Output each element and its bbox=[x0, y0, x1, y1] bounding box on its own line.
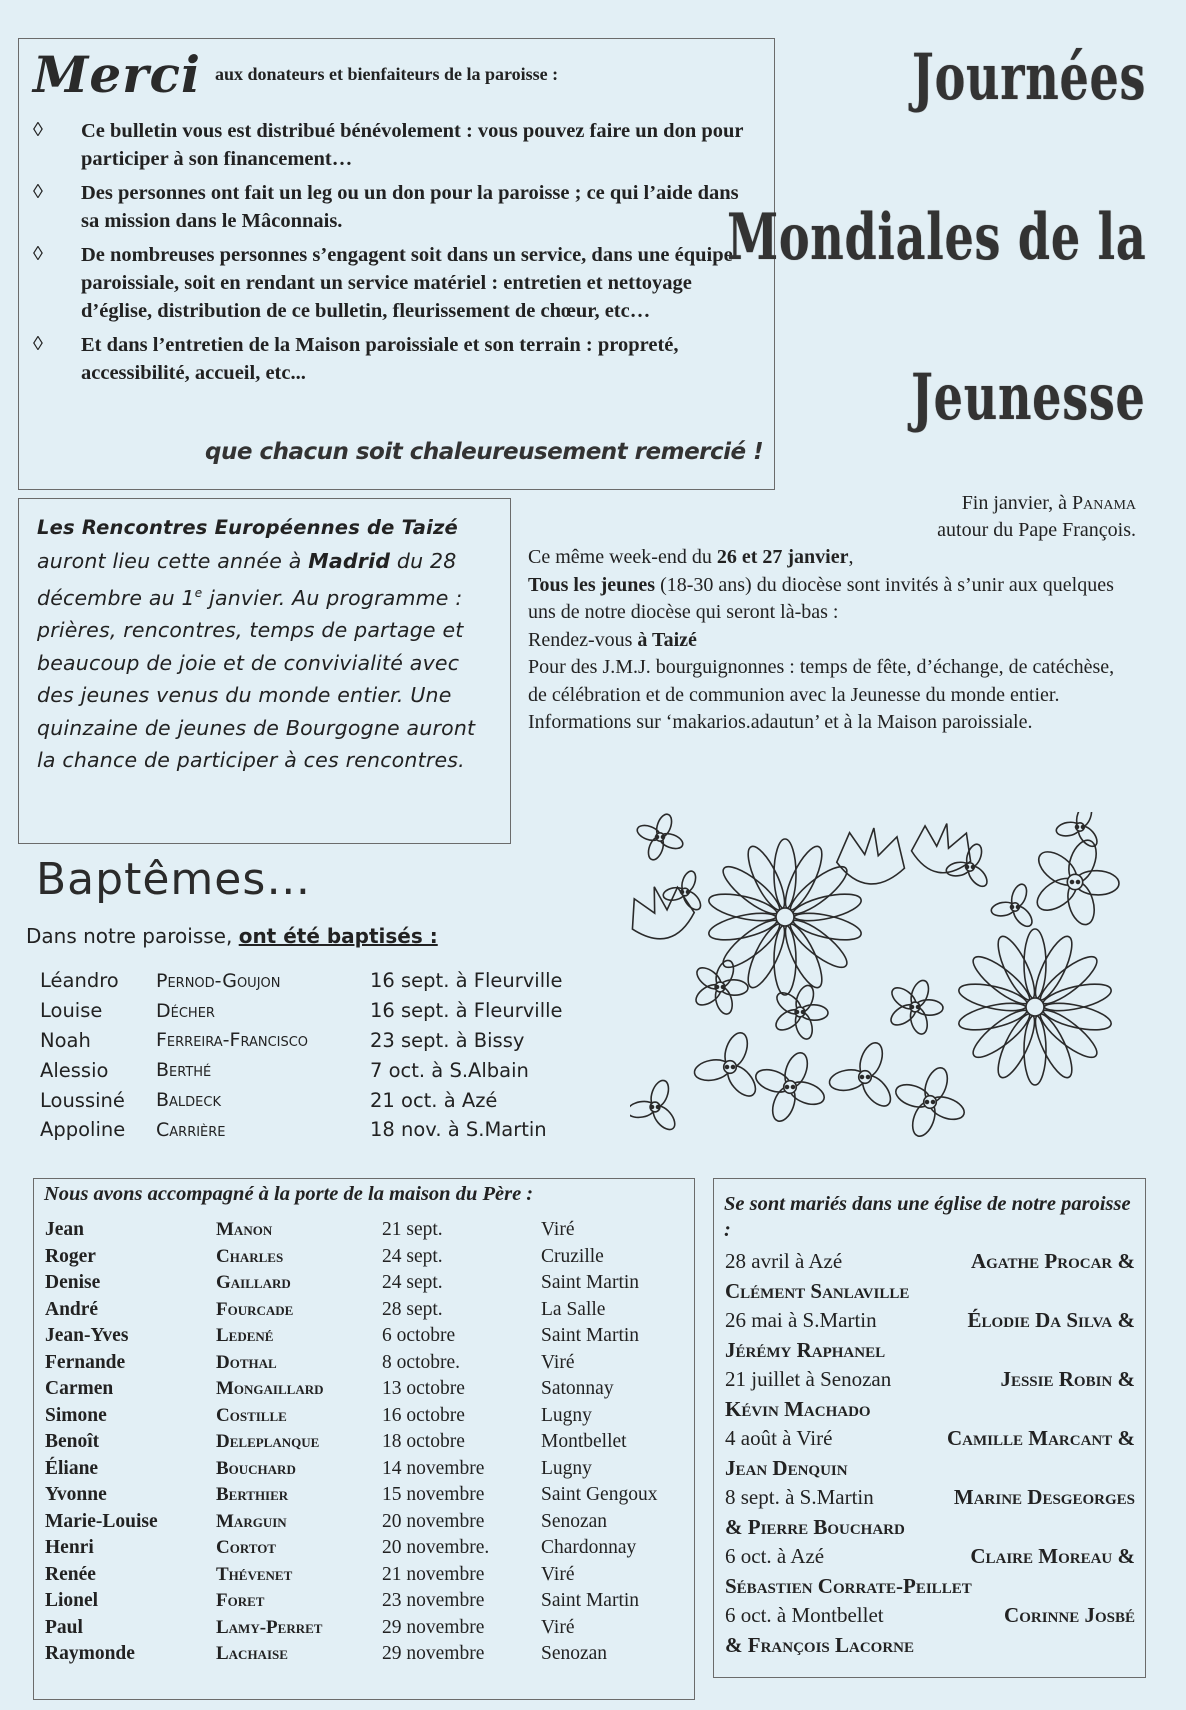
funeral-date: 29 novembre bbox=[382, 1616, 485, 1638]
deceased-first-name: Denise bbox=[45, 1272, 101, 1294]
deceased-first-name: Lionel bbox=[45, 1590, 99, 1612]
marriage-names: Jean Denquin bbox=[725, 1455, 848, 1480]
table-row bbox=[40, 1026, 563, 1056]
funeral-date: 21 novembre bbox=[382, 1563, 485, 1585]
funeral-place: La Salle bbox=[541, 1298, 606, 1320]
diamond-bullet-icon: ◊ bbox=[33, 181, 43, 203]
baptemes-title: Baptêmes… bbox=[36, 854, 312, 905]
bapteme-date-place: 18 nov. à S.Martin bbox=[370, 1118, 547, 1142]
deces-box bbox=[33, 1178, 695, 1700]
funeral-date: 24 sept. bbox=[382, 1272, 443, 1294]
funeral-date: 18 octobre bbox=[382, 1431, 465, 1453]
funeral-place: Senozan bbox=[541, 1510, 608, 1532]
table-row bbox=[40, 1085, 563, 1115]
marriage-line bbox=[725, 1306, 1135, 1336]
deceased-first-name: Jean-Yves bbox=[45, 1325, 129, 1347]
table-row bbox=[45, 1482, 657, 1509]
deceased-last-name: Cortot bbox=[216, 1537, 276, 1559]
bapteme-last-name: Carrière bbox=[156, 1118, 226, 1141]
bapteme-last-name: Berthé bbox=[156, 1059, 212, 1082]
table-row bbox=[40, 1115, 563, 1145]
taize-text: Les Rencontres Européennes de Taizé auront lieu cette année à Madrid du 28 décembre au 1e janvier. Au programme : prières, rencontres, temps de partage et beaucoup de joie et de convivialité avec des jeunes venus du monde entier. Une quinzaine de jeunes de Bourgogne auront la chance de participer à ces rencontres. bbox=[37, 516, 476, 773]
table-row bbox=[45, 1270, 657, 1297]
funeral-date: 28 sept. bbox=[382, 1298, 443, 1320]
merci-heading bbox=[33, 45, 558, 104]
deces-table bbox=[45, 1217, 657, 1668]
deceased-last-name: Fourcade bbox=[216, 1298, 294, 1320]
marriage-names: & Pierre Bouchard bbox=[725, 1514, 905, 1539]
flower-drawing-icon bbox=[630, 812, 1135, 1147]
marriage-names: Corinne Josbé bbox=[1004, 1603, 1135, 1627]
funeral-date: 24 sept. bbox=[382, 1245, 443, 1267]
marriage-line bbox=[725, 1247, 1135, 1277]
bapteme-first-name: Alessio bbox=[40, 1058, 109, 1082]
deceased-last-name: Mongaillard bbox=[216, 1378, 324, 1400]
deceased-last-name: Berthier bbox=[216, 1484, 289, 1506]
deceased-first-name: Roger bbox=[45, 1245, 96, 1267]
table-row bbox=[40, 966, 563, 996]
deceased-first-name: Benoît bbox=[45, 1431, 100, 1453]
bapteme-date-place: 21 oct. à Azé bbox=[370, 1088, 498, 1112]
funeral-place: Viré bbox=[541, 1219, 575, 1241]
jmj-title-line-2: Mondiales de la bbox=[726, 200, 1146, 275]
funeral-place: Viré bbox=[541, 1351, 575, 1373]
diamond-bullet-icon: ◊ bbox=[33, 119, 43, 141]
list-item: ◊ Ce bulletin vous est distribué bénévolement : vous pouvez faire un don pour participer à son financement… bbox=[31, 117, 761, 173]
funeral-place: Lugny bbox=[541, 1457, 592, 1479]
table-row bbox=[45, 1615, 657, 1642]
bapteme-first-name: Louise bbox=[40, 999, 103, 1023]
bapteme-first-name: Léandro bbox=[40, 969, 119, 993]
list-item bbox=[725, 1542, 1135, 1601]
marriage-names: Sébastien Corrate-Peillet bbox=[725, 1573, 972, 1598]
jmj-paragraph: Informations sur ‘makarios.adautun’ et à la Maison paroissiale. bbox=[528, 711, 1033, 733]
deceased-last-name: Thévenet bbox=[216, 1563, 293, 1585]
funeral-place: Saint Martin bbox=[541, 1590, 640, 1612]
deceased-first-name: Simone bbox=[45, 1404, 107, 1426]
funeral-place: Saint Gengoux bbox=[541, 1484, 658, 1506]
merci-subtitle: aux donateurs et bienfaiteurs de la paroisse : bbox=[214, 64, 559, 84]
list-item bbox=[725, 1247, 1135, 1306]
deceased-first-name: Renée bbox=[45, 1563, 96, 1585]
marriage-names: Jérémy Raphanel bbox=[725, 1337, 886, 1362]
bapteme-last-name: Baldeck bbox=[156, 1089, 221, 1112]
marriage-names: Kévin Machado bbox=[725, 1396, 871, 1421]
deceased-last-name: Marguin bbox=[216, 1510, 287, 1532]
merci-list bbox=[31, 117, 761, 393]
taize-title: Les Rencontres Européennes de Taizé bbox=[37, 516, 458, 539]
deceased-first-name: Carmen bbox=[45, 1378, 114, 1400]
deceased-last-name: Bouchard bbox=[216, 1457, 296, 1479]
funeral-place: Cruzille bbox=[541, 1245, 604, 1267]
jmj-location: Fin janvier, à Panama autour du Pape François. bbox=[937, 492, 1136, 541]
merci-title: Merci bbox=[33, 45, 201, 104]
deceased-last-name: Foret bbox=[216, 1590, 265, 1612]
list-item bbox=[725, 1306, 1135, 1365]
funeral-date: 15 novembre bbox=[382, 1484, 485, 1506]
list-item: ◊ Des personnes ont fait un leg ou un don pour la paroisse ; ce qui l’aide dans sa mission dans le Mâconnais. bbox=[31, 179, 761, 235]
jmj-paragraph: Rendez-vous à Taizé bbox=[528, 628, 697, 651]
marriage-date: 6 oct. à Montbellet bbox=[725, 1603, 884, 1627]
marriage-date: 26 mai à S.Martin bbox=[725, 1308, 877, 1332]
baptemes-table bbox=[40, 966, 563, 1145]
marriage-line bbox=[725, 1483, 1135, 1513]
bapteme-last-name: Ferreira-Francisco bbox=[156, 1029, 309, 1052]
jmj-body bbox=[528, 544, 1128, 737]
diamond-bullet-icon: ◊ bbox=[33, 333, 43, 355]
list-item bbox=[725, 1424, 1135, 1483]
baptemes-intro: Dans notre paroisse, ont été baptisés : bbox=[26, 924, 438, 948]
deceased-last-name: Lachaise bbox=[216, 1643, 288, 1665]
deceased-first-name: Marie-Louise bbox=[45, 1510, 158, 1532]
bapteme-first-name: Loussiné bbox=[40, 1088, 125, 1112]
marriage-line bbox=[725, 1424, 1135, 1454]
table-row bbox=[45, 1217, 657, 1244]
marriage-date: 8 sept. à S.Martin bbox=[725, 1485, 874, 1509]
marriage-names: Jessie Robin & bbox=[1000, 1367, 1135, 1391]
deceased-first-name: Henri bbox=[45, 1537, 94, 1559]
table-row bbox=[45, 1562, 657, 1589]
funeral-place: Montbellet bbox=[541, 1431, 627, 1453]
deceased-last-name: Ledené bbox=[216, 1325, 274, 1347]
jmj-title-line-3: Jeunesse bbox=[911, 360, 1146, 435]
deceased-first-name: Éliane bbox=[45, 1457, 99, 1479]
table-row bbox=[45, 1429, 657, 1456]
table-row bbox=[45, 1535, 657, 1562]
marriage-date: 21 juillet à Senozan bbox=[725, 1367, 892, 1391]
deces-title: Nous avons accompagné à la porte de la maison du Père : bbox=[44, 1183, 534, 1205]
jmj-paragraph: Ce même week-end du 26 et 27 janvier, bbox=[528, 546, 854, 568]
deceased-last-name: Lamy-Perret bbox=[216, 1616, 323, 1638]
marriage-date: 6 oct. à Azé bbox=[725, 1544, 825, 1568]
list-item bbox=[725, 1483, 1135, 1542]
table-row bbox=[45, 1588, 657, 1615]
mariages-box bbox=[713, 1178, 1146, 1678]
table-row bbox=[45, 1509, 657, 1536]
bapteme-first-name: Appoline bbox=[40, 1118, 126, 1142]
bapteme-last-name: Pernod-Goujon bbox=[156, 969, 281, 992]
funeral-date: 20 novembre. bbox=[382, 1537, 490, 1559]
marriage-names: & François Lacorne bbox=[725, 1632, 915, 1657]
table-row bbox=[45, 1323, 657, 1350]
deceased-first-name: Paul bbox=[45, 1616, 83, 1638]
table-row bbox=[45, 1244, 657, 1271]
table-row bbox=[40, 996, 563, 1026]
deceased-first-name: André bbox=[45, 1298, 99, 1320]
bapteme-last-name: Décher bbox=[156, 999, 215, 1022]
diamond-bullet-icon: ◊ bbox=[33, 243, 43, 265]
deceased-last-name: Dothal bbox=[216, 1351, 277, 1373]
table-row bbox=[45, 1350, 657, 1377]
marriage-line bbox=[725, 1601, 1135, 1631]
table-row bbox=[45, 1297, 657, 1324]
marriage-names: Agathe Procar & bbox=[970, 1249, 1135, 1273]
funeral-place: Senozan bbox=[541, 1643, 608, 1665]
bapteme-date-place: 16 sept. à Fleurville bbox=[370, 999, 563, 1023]
deceased-last-name: Manon bbox=[216, 1219, 273, 1241]
marriage-names: Élodie Da Silva & bbox=[967, 1308, 1135, 1332]
marriage-date: 4 août à Viré bbox=[725, 1426, 833, 1450]
deceased-first-name: Yvonne bbox=[45, 1484, 107, 1506]
merci-box bbox=[18, 38, 775, 490]
table-row bbox=[45, 1456, 657, 1483]
funeral-date: 13 octobre bbox=[382, 1378, 465, 1400]
funeral-date: 20 novembre bbox=[382, 1510, 485, 1532]
list-item bbox=[725, 1601, 1135, 1660]
deceased-first-name: Fernande bbox=[45, 1351, 126, 1373]
deceased-first-name: Jean bbox=[45, 1219, 84, 1241]
deceased-last-name: Costille bbox=[216, 1404, 287, 1426]
bapteme-first-name: Noah bbox=[40, 1028, 91, 1052]
marriage-date: 28 avril à Azé bbox=[725, 1249, 843, 1273]
table-row bbox=[45, 1641, 657, 1668]
funeral-date: 16 octobre bbox=[382, 1404, 465, 1426]
marriage-names: Marine Desgeorges bbox=[953, 1485, 1135, 1509]
deceased-first-name: Raymonde bbox=[45, 1643, 135, 1665]
bapteme-date-place: 16 sept. à Fleurville bbox=[370, 969, 563, 993]
taize-box bbox=[18, 498, 511, 844]
list-item bbox=[725, 1365, 1135, 1424]
funeral-date: 29 novembre bbox=[382, 1643, 485, 1665]
merci-thanks: que chacun soit chaleureusement remercié ! bbox=[205, 439, 764, 465]
funeral-place: Satonnay bbox=[541, 1378, 614, 1400]
funeral-place: Saint Martin bbox=[541, 1325, 640, 1347]
jmj-paragraph: Tous les jeunes (18-30 ans) du diocèse sont invités à s’unir aux quelques uns de notre diocèse qui seront là-bas : bbox=[528, 573, 1114, 623]
funeral-date: 6 octobre bbox=[382, 1325, 456, 1347]
deceased-last-name: Charles bbox=[216, 1245, 284, 1267]
list-item: ◊ De nombreuses personnes s’engagent soit dans un service, dans une équipe paroissiale, soit en rendant un service matériel : entretien et nettoyage d’église, distribution de ce bulletin, fleurissement de chœur, etc… bbox=[31, 241, 761, 325]
funeral-place: Saint Martin bbox=[541, 1272, 640, 1294]
marriage-line bbox=[725, 1365, 1135, 1395]
funeral-place: Lugny bbox=[541, 1404, 592, 1426]
funeral-date: 23 novembre bbox=[382, 1590, 485, 1612]
marriage-names: Claire Moreau & bbox=[970, 1544, 1135, 1568]
marriage-line bbox=[725, 1542, 1135, 1572]
bapteme-date-place: 23 sept. à Bissy bbox=[370, 1028, 525, 1052]
list-item: ◊ Et dans l’entretien de la Maison paroissiale et son terrain : propreté, accessibilité, accueil, etc... bbox=[31, 331, 761, 387]
mariages-title: Se sont mariés dans une église de notre paroisse : bbox=[724, 1193, 1131, 1241]
table-row bbox=[45, 1376, 657, 1403]
jmj-paragraph: Pour des J.M.J. bourguignonnes : temps de fête, d’échange, de catéchèse, de célébration et de communion avec la Jeunesse du monde entier. bbox=[528, 656, 1115, 706]
funeral-date: 8 octobre. bbox=[382, 1351, 460, 1373]
funeral-place: Viré bbox=[541, 1616, 575, 1638]
funeral-date: 14 novembre bbox=[382, 1457, 485, 1479]
jmj-title-line-1: Journées bbox=[911, 40, 1146, 115]
table-row bbox=[45, 1403, 657, 1430]
funeral-date: 21 sept. bbox=[382, 1219, 443, 1241]
deceased-last-name: Gaillard bbox=[216, 1272, 291, 1294]
funeral-place: Chardonnay bbox=[541, 1537, 637, 1559]
mariages-list bbox=[725, 1247, 1135, 1660]
marriage-names: Clément Sanlaville bbox=[725, 1278, 910, 1303]
marriage-names: Camille Marcant & bbox=[947, 1426, 1135, 1450]
bapteme-date-place: 7 oct. à S.Albain bbox=[370, 1058, 529, 1082]
funeral-place: Viré bbox=[541, 1563, 575, 1585]
deceased-last-name: Deleplanque bbox=[216, 1431, 320, 1453]
table-row bbox=[40, 1055, 563, 1085]
